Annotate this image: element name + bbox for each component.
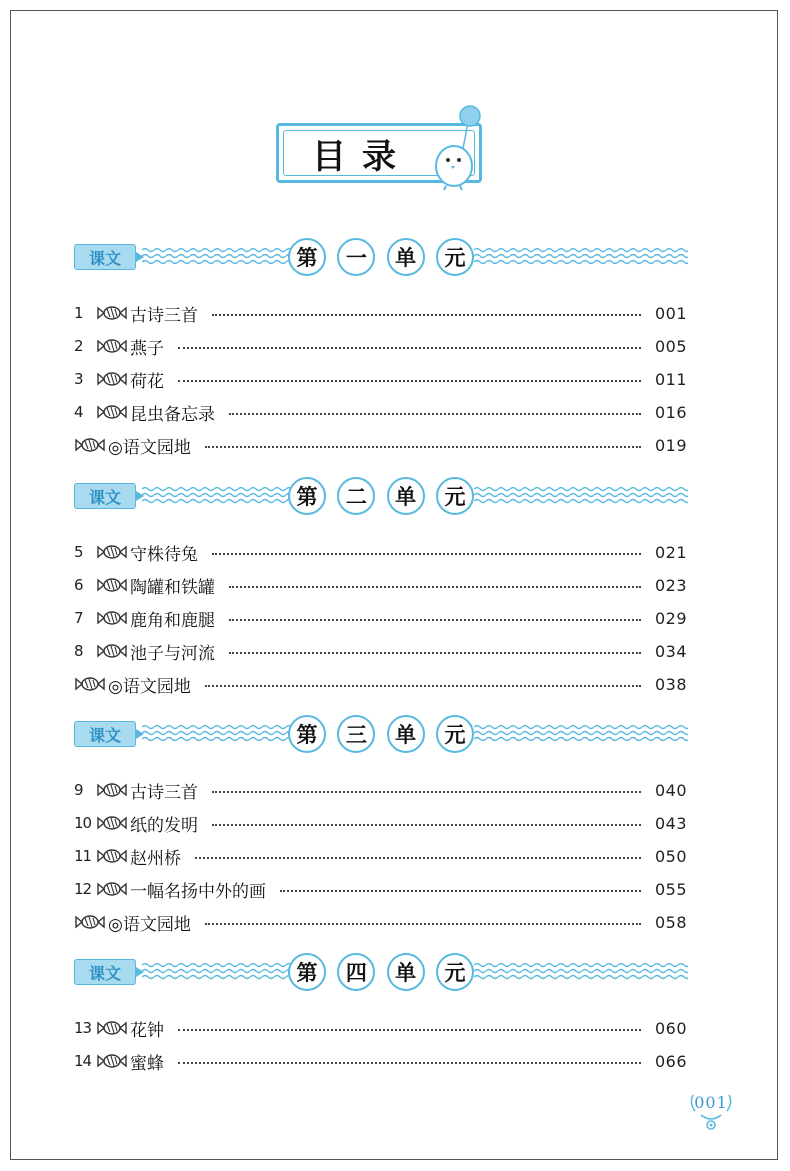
lesson-number: 7 bbox=[74, 609, 84, 627]
unit-header bbox=[74, 953, 688, 993]
wave-decoration bbox=[474, 961, 688, 981]
candy-icon bbox=[96, 881, 128, 897]
page-number: 001 bbox=[694, 1093, 728, 1112]
dot-leader bbox=[280, 890, 641, 892]
unit-title-char: 第 bbox=[288, 715, 326, 753]
page-ref: 060 bbox=[654, 1018, 687, 1038]
lesson-number: 8 bbox=[74, 642, 84, 660]
page-number-badge bbox=[687, 1087, 735, 1133]
lesson-title: 赵州桥 bbox=[130, 848, 181, 869]
candy-icon bbox=[74, 914, 106, 930]
lesson-number: 12 bbox=[74, 880, 92, 898]
unit-title-char: 二 bbox=[337, 477, 375, 515]
candy-icon bbox=[96, 782, 128, 798]
lesson-title: 池子与河流 bbox=[130, 643, 215, 664]
lesson-title: 鹿角和鹿腿 bbox=[130, 610, 215, 631]
toc-entry[interactable] bbox=[74, 573, 687, 597]
page-ref: 038 bbox=[654, 674, 687, 694]
toc-entry[interactable] bbox=[74, 672, 687, 696]
dot-leader bbox=[205, 446, 641, 448]
dot-leader bbox=[195, 857, 641, 859]
lesson-number: 1 bbox=[74, 304, 84, 322]
unit-title bbox=[288, 715, 474, 755]
candy-icon bbox=[96, 1020, 128, 1036]
unit-title-char: 单 bbox=[387, 238, 425, 276]
candy-icon bbox=[96, 404, 128, 420]
lesson-tag: 课文 bbox=[74, 959, 136, 985]
toc-entry[interactable] bbox=[74, 334, 687, 358]
lesson-number: 6 bbox=[74, 576, 84, 594]
unit-title bbox=[288, 953, 474, 993]
toc-entry[interactable] bbox=[74, 400, 687, 424]
lesson-title: 古诗三首 bbox=[130, 782, 198, 803]
page-ref: 058 bbox=[654, 912, 687, 932]
lesson-title: 花钟 bbox=[130, 1020, 164, 1041]
unit-header bbox=[74, 238, 688, 278]
wave-decoration bbox=[474, 485, 688, 505]
lesson-title: 纸的发明 bbox=[130, 815, 198, 836]
unit-title-char: 四 bbox=[337, 953, 375, 991]
dot-leader bbox=[178, 1062, 641, 1064]
lesson-number: 3 bbox=[74, 370, 84, 388]
dot-leader bbox=[212, 791, 641, 793]
lesson-tag: 课文 bbox=[74, 721, 136, 747]
toc-title: 目录 bbox=[312, 136, 412, 177]
page-ref: 040 bbox=[654, 780, 687, 800]
unit-title-char: 单 bbox=[387, 477, 425, 515]
wave-decoration bbox=[474, 246, 688, 266]
page-ref: 034 bbox=[654, 641, 687, 661]
lesson-title: 荷花 bbox=[130, 371, 164, 392]
page-ref: 019 bbox=[654, 435, 687, 455]
unit-header bbox=[74, 715, 688, 755]
candy-icon bbox=[96, 643, 128, 659]
unit-title-char: 一 bbox=[337, 238, 375, 276]
page-ref: 001 bbox=[654, 303, 687, 323]
lesson-title: 古诗三首 bbox=[130, 305, 198, 326]
unit-title-char: 第 bbox=[288, 953, 326, 991]
unit-title-char: 元 bbox=[436, 953, 474, 991]
unit-title bbox=[288, 238, 474, 278]
page-ref: 043 bbox=[654, 813, 687, 833]
toc-entry[interactable] bbox=[74, 540, 687, 564]
wave-decoration bbox=[142, 961, 290, 981]
wave-decoration bbox=[142, 246, 290, 266]
dot-leader bbox=[212, 553, 641, 555]
candy-icon bbox=[96, 338, 128, 354]
unit-title-char: 元 bbox=[436, 477, 474, 515]
lesson-title: 昆虫备忘录 bbox=[130, 404, 215, 425]
dot-leader bbox=[212, 824, 641, 826]
page-ref: 005 bbox=[654, 336, 687, 356]
dot-leader bbox=[178, 1029, 641, 1031]
unit-title-char: 第 bbox=[288, 477, 326, 515]
unit-title bbox=[288, 477, 474, 517]
unit-header bbox=[74, 477, 688, 517]
wave-decoration bbox=[474, 723, 688, 743]
page-ref: 029 bbox=[654, 608, 687, 628]
lesson-title: 燕子 bbox=[130, 338, 164, 359]
lesson-number: 13 bbox=[74, 1019, 92, 1037]
lesson-title: ◎语文园地 bbox=[108, 437, 191, 458]
candy-icon bbox=[74, 676, 106, 692]
dot-leader bbox=[178, 380, 641, 382]
toc-entry[interactable] bbox=[74, 1016, 687, 1040]
dot-leader bbox=[229, 586, 641, 588]
toc-entry[interactable] bbox=[74, 606, 687, 630]
dot-leader bbox=[178, 347, 641, 349]
page-ref: 066 bbox=[654, 1051, 687, 1071]
lesson-title: 一幅名扬中外的画 bbox=[130, 881, 266, 902]
lesson-title: ◎语文园地 bbox=[108, 676, 191, 697]
unit-title-char: 三 bbox=[337, 715, 375, 753]
toc-entry[interactable] bbox=[74, 367, 687, 391]
toc-entry[interactable] bbox=[74, 910, 687, 934]
lesson-title: 守株待兔 bbox=[130, 544, 198, 565]
candy-icon bbox=[96, 610, 128, 626]
wave-decoration bbox=[142, 485, 290, 505]
dot-leader bbox=[212, 314, 641, 316]
lesson-number: 9 bbox=[74, 781, 84, 799]
unit-title-char: 单 bbox=[387, 715, 425, 753]
lesson-tag: 课文 bbox=[74, 483, 136, 509]
lesson-number: 14 bbox=[74, 1052, 92, 1070]
lesson-title: 蜜蜂 bbox=[130, 1053, 164, 1074]
toc-entry[interactable] bbox=[74, 1049, 687, 1073]
wave-decoration bbox=[142, 723, 290, 743]
candy-icon bbox=[96, 1053, 128, 1069]
candy-icon bbox=[96, 848, 128, 864]
candy-icon bbox=[96, 305, 128, 321]
candy-icon bbox=[96, 577, 128, 593]
lesson-number: 2 bbox=[74, 337, 84, 355]
toc-entry[interactable] bbox=[74, 811, 687, 835]
dot-leader bbox=[229, 619, 641, 621]
dot-leader bbox=[205, 923, 641, 925]
lesson-number: 4 bbox=[74, 403, 84, 421]
candy-icon bbox=[96, 544, 128, 560]
dot-leader bbox=[205, 685, 641, 687]
toc-entry[interactable] bbox=[74, 433, 687, 457]
page-ref: 021 bbox=[654, 542, 687, 562]
lesson-number: 5 bbox=[74, 543, 84, 561]
unit-title-char: 第 bbox=[288, 238, 326, 276]
candy-icon bbox=[74, 437, 106, 453]
unit-title-char: 单 bbox=[387, 953, 425, 991]
dot-leader bbox=[229, 652, 641, 654]
chick-balloon-icon bbox=[428, 104, 496, 194]
candy-icon bbox=[96, 371, 128, 387]
lesson-number: 11 bbox=[74, 847, 92, 865]
lesson-title: ◎语文园地 bbox=[108, 914, 191, 935]
toc-entry[interactable] bbox=[74, 301, 687, 325]
page-ref: 011 bbox=[654, 369, 687, 389]
unit-title-char: 元 bbox=[436, 715, 474, 753]
lesson-tag: 课文 bbox=[74, 244, 136, 270]
unit-title-char: 元 bbox=[436, 238, 474, 276]
page-ref: 050 bbox=[654, 846, 687, 866]
page-ref: 016 bbox=[654, 402, 687, 422]
toc-entry[interactable] bbox=[74, 877, 687, 901]
toc-entry[interactable] bbox=[74, 639, 687, 663]
page-ref: 023 bbox=[654, 575, 687, 595]
toc-entry[interactable] bbox=[74, 778, 687, 802]
candy-icon bbox=[96, 815, 128, 831]
lesson-title: 陶罐和铁罐 bbox=[130, 577, 215, 598]
dot-leader bbox=[229, 413, 641, 415]
lesson-number: 10 bbox=[74, 814, 92, 832]
page-ref: 055 bbox=[654, 879, 687, 899]
toc-entry[interactable] bbox=[74, 844, 687, 868]
